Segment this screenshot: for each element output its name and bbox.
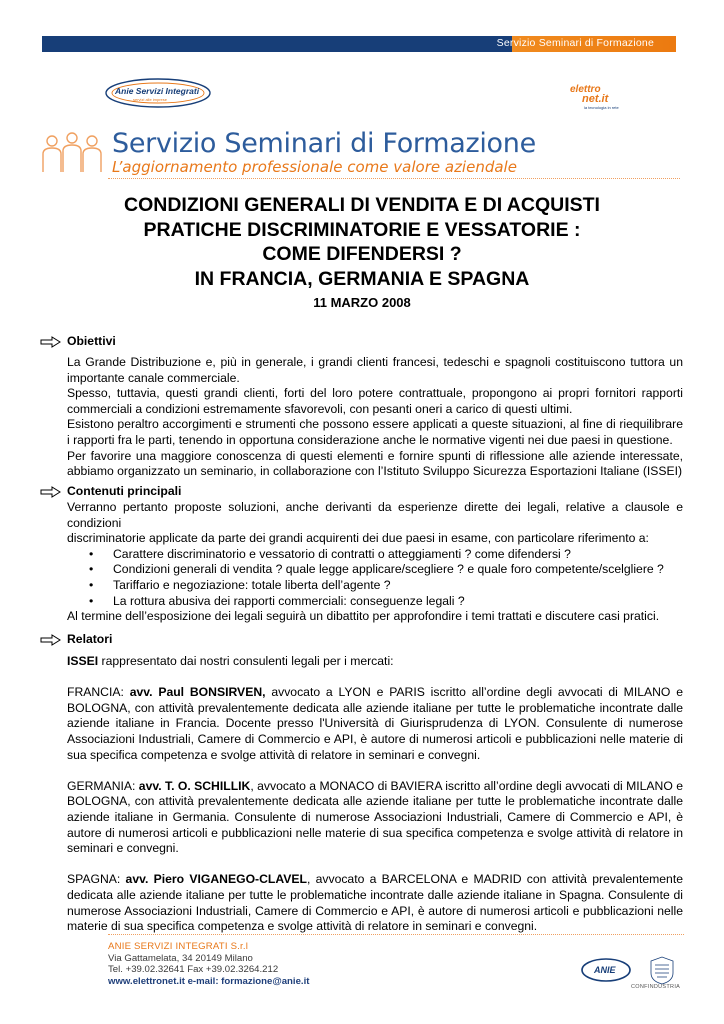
anie-footer-logo xyxy=(580,957,632,983)
relatori-intro xyxy=(67,654,683,670)
speaker-spagna xyxy=(67,872,683,934)
topics-list xyxy=(67,547,683,609)
footer-contacts xyxy=(108,941,309,987)
list-item: • La rottura abusiva dei rapporti commerciali: conseguenze legali ? xyxy=(67,594,683,610)
speaker-country: FRANCIA: xyxy=(67,685,130,700)
elettronet-logo-top: elettro xyxy=(570,84,601,95)
elettronet-logo-sub: la tecnologia in rete xyxy=(584,105,619,110)
speaker-country: GERMANIA: xyxy=(67,778,139,793)
banner-dark-stripe xyxy=(42,36,512,52)
issei-label: ISSEI xyxy=(67,654,99,668)
footer-divider xyxy=(108,934,684,935)
paragraph: Per favorire una maggiore conoscenza di questi elementi e fornire spunti di riflessione alle aziende interessate, abbiamo organizzato un seminario, in collaborazione con l’Istituto Sviluppo Sicurezza Esportazioni Italiane (ISSEI) xyxy=(67,448,683,479)
elettronet-logo-main: net.it xyxy=(582,93,609,105)
relatori-intro-text: rappresentato dai nostri consulenti legali per i mercati: xyxy=(98,654,394,668)
anie-logo-sub: servizi alle imprese xyxy=(133,97,168,102)
document-heading xyxy=(60,193,664,291)
speaker-bio: , avvocato a MONACO di BAVIERA iscritto all’ordine degli avvocati di MILANO e BOLOGNA, con attività prevalentemente dedicata alle aziende italiane per tutte le problematiche incontrate dalle aziende italiane in Germania. Consulente di numerose Associazioni Industriali, Camere di Commercio e API, è autore di numerosi articoli e pubblicazioni nelle materie di sua specifica competenza e svolge attività di relatore in seminari e convegni. xyxy=(67,778,683,856)
banner-text: Servizio Seminari di Formazione xyxy=(496,37,654,49)
paragraph: Verranno pertanto proposte soluzioni, anche derivanti da esperienze dirette dei legali, relative a clausole e condizioni xyxy=(67,500,683,530)
footer-phone: Tel. +39.02.32641 Fax +39.02.3264.212 xyxy=(108,964,279,976)
speaker-name: avv. T. O. SCHILLIK xyxy=(138,778,251,793)
heading-line: COME DIFENDERSI ? xyxy=(262,243,462,265)
speaker-francia xyxy=(67,685,683,763)
section-contenuti xyxy=(40,484,690,625)
section-relatori xyxy=(40,632,690,935)
speaker-name: avv. Paul BONSIRVEN, xyxy=(129,685,266,700)
heading-line: PRATICHE DISCRIMINATORIE E VESSATORIE : xyxy=(143,218,581,241)
section-title: Contenuti principali xyxy=(67,484,182,498)
paragraph: Spesso, tuttavia, questi grandi clienti, forti del loro potere contrattuale, propongono ai propri fornitori rapporti commerciali a condizioni estremamente sfavorevoli, con pesanti oneri a carico di questi ultimi. xyxy=(67,386,683,416)
arrow-right-icon xyxy=(40,336,62,348)
paragraph: discriminatorie applicate da parte dei grandi acquirenti dei due paesi in esame, con particolare riferimento a: xyxy=(67,531,649,546)
footer-address: Via Gattamelata, 34 20149 Milano xyxy=(108,952,253,964)
heading-line: CONDIZIONI GENERALI DI VENDITA E DI ACQUISTI xyxy=(124,194,600,216)
speaker-bio: avvocato a LYON e PARIS iscritto all’ordine degli avvocati di MILANO e BOLOGNA, con attività prevalentemente dedicata alle aziende italiane per tutte le problematiche incontrate dalle aziende italiane in Francia. Docente presso l'Università di Giurisprudenza di LYON. Consulente di numerose Associazioni Industriali, Camere di Commercio e API, è autore di numerosi articoli e pubblicazioni nelle materie di sua specifica competenza e svolge attività di relatore in seminari e convegni. xyxy=(67,685,684,762)
top-banner xyxy=(42,36,676,52)
people-icon xyxy=(40,132,104,174)
confindustria-label: CONFINDUSTRIA xyxy=(631,984,681,990)
speaker-germania xyxy=(67,779,683,857)
speaker-country: SPAGNA: xyxy=(67,872,126,887)
section-obiettivi xyxy=(40,334,690,480)
arrow-right-icon xyxy=(40,634,62,646)
list-item: • Condizioni generali di vendita ? quale legge applicare/scegliere ? e quale foro competente/scelgliere ? xyxy=(67,562,683,578)
hero-subtitle: L’aggiornamento professionale come valore aziendale xyxy=(112,158,517,176)
speaker-bio: , avvocato a BARCELONA e MADRID con attività prevalentemente dedicata alle aziende italiane per tutte le problematiche incontrate dalle aziende italiane in Spagna. Consulente di numerose Associazioni Industriali, Camere di Commercio e API, è autore di numerosi articoli e pubblicazioni nelle materie di sua specifica competenza e svolge attività di relatore in seminari e convegni. xyxy=(67,872,683,934)
paragraph: La Grande Distribuzione e, più in generale, i grandi clienti francesi, tedeschi e spagnoli costituiscono tuttora un importante canale commerciale. xyxy=(67,355,683,385)
seminar-date: 11 MARZO 2008 xyxy=(313,295,411,310)
footer-web-email[interactable]: www.elettronet.it e-mail: formazione@anie.it xyxy=(108,975,310,987)
heading-line: IN FRANCIA, GERMANIA E SPAGNA xyxy=(194,267,530,290)
anie-logo-text: Anie Servizi Integrati xyxy=(115,86,200,96)
list-item: • Carattere discriminatorio e vessatorio di contratti o atteggiamenti ? come difendersi ? xyxy=(67,547,683,563)
anie-servizi-logo xyxy=(103,76,213,110)
section-title: Relatori xyxy=(67,632,113,646)
arrow-right-icon xyxy=(40,486,62,498)
speaker-name: avv. Piero VIGANEGO-CLAVEL xyxy=(125,872,307,887)
paragraph: Esistono peraltro accorgimenti e strumenti che possono essere applicati a queste situazioni, al fine di riequilibrare i rapporti fra le parti, tenendo in opportuna considerazione anche le normative vigenti nei due paesi in questione. xyxy=(67,417,683,447)
list-item: • Tariffario e negoziazione: totale liberta dell’agente ? xyxy=(67,578,683,594)
paragraph: Al termine dell’esposizione dei legali seguirà un dibattito per approfondire i temi trattati e discutere casi pratici. xyxy=(67,609,660,624)
hero-title: Servizio Seminari di Formazione xyxy=(112,128,536,159)
header-divider xyxy=(108,178,680,179)
elettronet-logo xyxy=(566,80,644,114)
section-title: Obiettivi xyxy=(67,334,116,348)
anie-footer-mark: ANIE xyxy=(594,965,616,975)
footer-company: ANIE SERVIZI INTEGRATI S.r.l xyxy=(108,941,249,952)
